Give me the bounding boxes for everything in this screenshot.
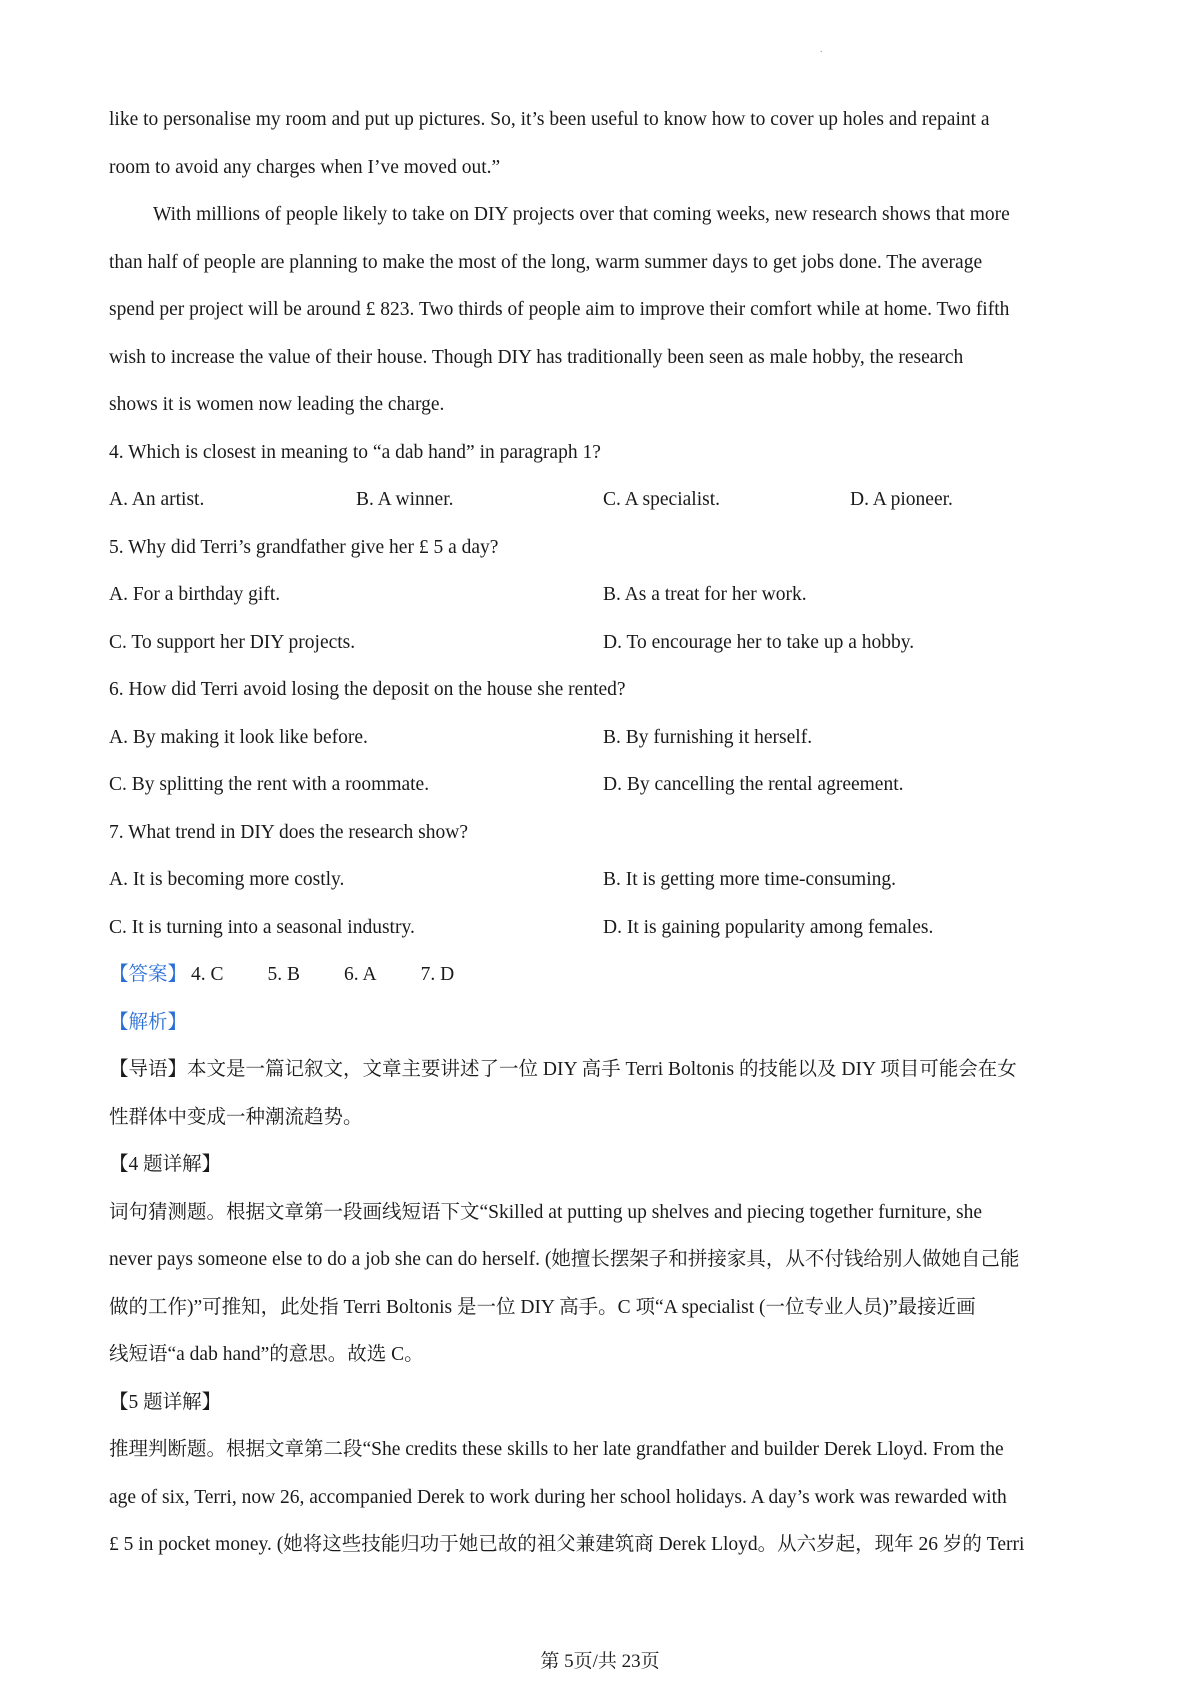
question-7-options-row-2 bbox=[109, 904, 1099, 952]
question-4-stem: 4. Which is closest in meaning to “a dab hand” in paragraph 1? bbox=[109, 441, 601, 463]
option-d: D. A pioneer. bbox=[850, 489, 953, 510]
passage-line: like to personalise my room and put up pictures. So, it’s been useful to know how to cover up holes and repaint a bbox=[109, 109, 990, 130]
question-4-options bbox=[109, 476, 1099, 524]
passage-line: than half of people are planning to make the most of the long, warm summer days to get jobs done. The average bbox=[109, 251, 983, 273]
passage-line: spend per project will be around £ 823. Two thirds of people aim to improve their comfort while at home. Two fifth bbox=[109, 299, 1010, 320]
answer-line bbox=[109, 951, 1099, 999]
option-a: A. An artist. bbox=[109, 489, 205, 510]
option-a: A. By making it look like before. bbox=[109, 726, 368, 748]
q4-detail-line: never pays someone else to do a job she can do herself. (她擅长摆架子和拼接家具，从不付钱给别人做她自己能 bbox=[109, 1249, 1020, 1270]
passage-line: With millions of people likely to take on DIY projects over that coming weeks, new research shows that more bbox=[153, 204, 1010, 225]
q4-detail-line: 做的工作)”可推知，此处指 Terri Boltonis 是一位 DIY 高手。C 项“A specialist (一位专业人员)”最接近画 bbox=[109, 1296, 976, 1318]
answer-item: 7. D bbox=[420, 964, 455, 985]
option-d: D. By cancelling the rental agreement. bbox=[603, 774, 904, 795]
question-5-options-row-2 bbox=[109, 619, 1099, 667]
question-6-stem: 6. How did Terri avoid losing the deposit on the house she rented? bbox=[109, 679, 626, 700]
question-6-options-row-1 bbox=[109, 714, 1099, 762]
passage-line: wish to increase the value of their house. Though DIY has traditionally been seen as male hobby, the research bbox=[109, 346, 964, 368]
analysis-label: 【解析】 bbox=[109, 1011, 188, 1033]
option-b: B. As a treat for her work. bbox=[603, 584, 807, 605]
option-b: B. By furnishing it herself. bbox=[603, 726, 813, 748]
option-c: C. By splitting the rent with a roommate. bbox=[109, 774, 430, 795]
q5-detail-label: 【5 题详解】 bbox=[109, 1391, 222, 1413]
question-7-options-row-1 bbox=[109, 856, 1099, 904]
option-d: D. It is gaining popularity among females. bbox=[603, 916, 934, 938]
answer-item: 4. C bbox=[191, 964, 224, 985]
analysis-intro-line: 【导语】本文是一篇记叙文，文章主要讲述了一位 DIY 高手 Terri Boltonis 的技能以及 DIY 项目可能会在女 bbox=[109, 1059, 1017, 1080]
q4-detail-label: 【4 题详解】 bbox=[109, 1154, 222, 1175]
q5-detail-line: 推理判断题。根据文章第二段“She credits these skills to her late grandfather and builder Derek Lloyd. From the bbox=[109, 1439, 1004, 1460]
option-b: B. A winner. bbox=[356, 489, 454, 510]
option-a: A. For a birthday gift. bbox=[109, 584, 281, 605]
q4-detail-line: 线短语“a dab hand”的意思。故选 C。 bbox=[109, 1344, 424, 1365]
question-5-stem: 5. Why did Terri’s grandfather give her £ 5 a day? bbox=[109, 536, 499, 558]
page-dot: . bbox=[820, 44, 823, 55]
question-7-stem: 7. What trend in DIY does the research show? bbox=[109, 821, 469, 843]
option-c: C. A specialist. bbox=[603, 489, 720, 510]
answer-label: 【答案】 bbox=[109, 964, 188, 985]
q4-detail-line: 词句猜测题。根据文章第一段画线短语下文“Skilled at putting up shelves and piecing together furniture, she bbox=[109, 1201, 983, 1223]
page-content bbox=[109, 96, 1099, 1569]
answer-item: 6. A bbox=[344, 964, 377, 985]
option-b: B. It is getting more time-consuming. bbox=[603, 869, 897, 890]
q5-detail-line: £ 5 in pocket money. (她将这些技能归功于她已故的祖父兼建筑商 Derek Lloyd。从六岁起，现年 26 岁的 Terri bbox=[109, 1534, 1025, 1555]
passage-line: shows it is women now leading the charge. bbox=[109, 394, 445, 415]
answer-items bbox=[191, 964, 498, 985]
question-5-options-row-1 bbox=[109, 571, 1099, 619]
question-6-options-row-2 bbox=[109, 761, 1099, 809]
page-footer: 第 5页/共 23页 bbox=[540, 1651, 660, 1672]
option-c: C. It is turning into a seasonal industry. bbox=[109, 916, 415, 938]
answer-item: 5. B bbox=[267, 964, 301, 985]
analysis-intro-line: 性群体中变成一种潮流趋势。 bbox=[109, 1106, 363, 1128]
option-a: A. It is becoming more costly. bbox=[109, 869, 345, 890]
option-d: D. To encourage her to take up a hobby. bbox=[603, 631, 915, 653]
option-c: C. To support her DIY projects. bbox=[109, 631, 356, 653]
passage-line: room to avoid any charges when I’ve moved out.” bbox=[109, 156, 501, 178]
q5-detail-line: age of six, Terri, now 26, accompanied Derek to work during her school holidays. A day’s work was rewarded with bbox=[109, 1486, 1007, 1508]
